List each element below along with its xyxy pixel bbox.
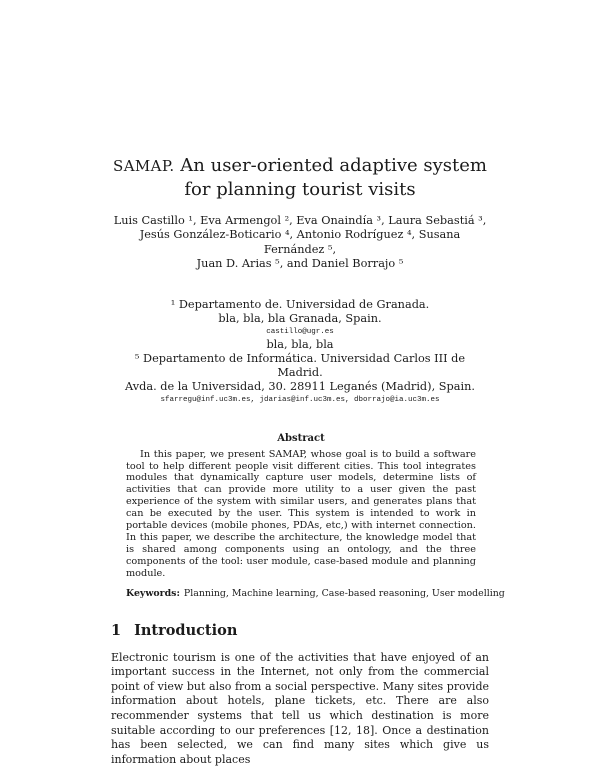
abstract-body: In this paper, we present SAMAP, whose goal is to build a software tool to help different people visit different cities. This tool integrates modules that dynamically capture user models, determine lists of activities that can provide more utility to a user given the past experience of the system with similar users, and generates plans that can be executed by the user. This system is intended to work in portable devices (mobile phones, PDAs, etc,) with internet connection. In this paper, we describe the architecture, the knowledge model that is shared among components using an ontology, and the three components of the tool: user module, case-based module and planning module. bbox=[126, 448, 476, 579]
affiliation-line: Avda. de la Universidad, 30. 28911 Leganés (Madrid), Spain. bbox=[125, 380, 475, 394]
section-1-title: Introduction bbox=[134, 621, 238, 639]
affiliation-line: bla, bla, bla bbox=[266, 338, 334, 352]
affiliation-line: bla, bla, bla Granada, Spain. bbox=[218, 311, 382, 325]
abstract-heading: Abstract bbox=[277, 432, 325, 444]
author-line: Luis Castillo ¹, Eva Armengol ², Eva Onaindía ³, Laura Sebastiá ³, bbox=[113, 214, 487, 227]
section-1-number: 1 bbox=[111, 621, 122, 639]
paper-title bbox=[111, 154, 489, 201]
keywords-text: Planning, Machine learning, Case-based reasoning, User modelling bbox=[183, 587, 505, 599]
introduction-paragraph: Electronic tourism is one of the activities that have enjoyed of an important success in the Internet, not only from the commercial point of view but also from a social perspective. Many sites provide information about hotels, plane tickets, etc. There are also recommender systems that tell us which destination is more suitable according to our preferences [12, 18]. Once a destination has been selected, we can find many sites which give us information about places bbox=[111, 650, 489, 766]
section-1-heading bbox=[111, 622, 489, 639]
affiliation-line: ¹ Departamento de. Universidad de Granada. bbox=[170, 297, 430, 311]
abstract-section bbox=[126, 433, 476, 580]
title-line1-rest: An user-oriented adaptive system bbox=[180, 155, 487, 176]
email-line: castillo@ugr.es bbox=[266, 327, 334, 336]
paper-title-line2: for planning tourist visits bbox=[184, 179, 416, 200]
title-samap-smallcaps: SAMAP. bbox=[113, 157, 175, 175]
keywords-label: Keywords: bbox=[126, 587, 180, 599]
keywords-line bbox=[126, 587, 505, 600]
affiliations-block bbox=[111, 298, 489, 407]
author-line: Juan D. Arias ⁵, and Daniel Borrajo ⁵ bbox=[196, 257, 404, 271]
paper-content bbox=[111, 0, 505, 767]
author-line: Jesús González-Boticario ⁴, Antonio Rodríguez ⁴, Susana Fernández ⁵, bbox=[139, 228, 461, 256]
email-line: sfarregu@inf.uc3m.es, jdarias@inf.uc3m.es, dborrajo@ia.uc3m.es bbox=[160, 396, 440, 405]
paper-title-line1 bbox=[111, 154, 489, 178]
affiliation-line: ⁵ Departamento de Informática. Universidad Carlos III de Madrid. bbox=[134, 352, 466, 380]
author-list bbox=[111, 214, 489, 272]
